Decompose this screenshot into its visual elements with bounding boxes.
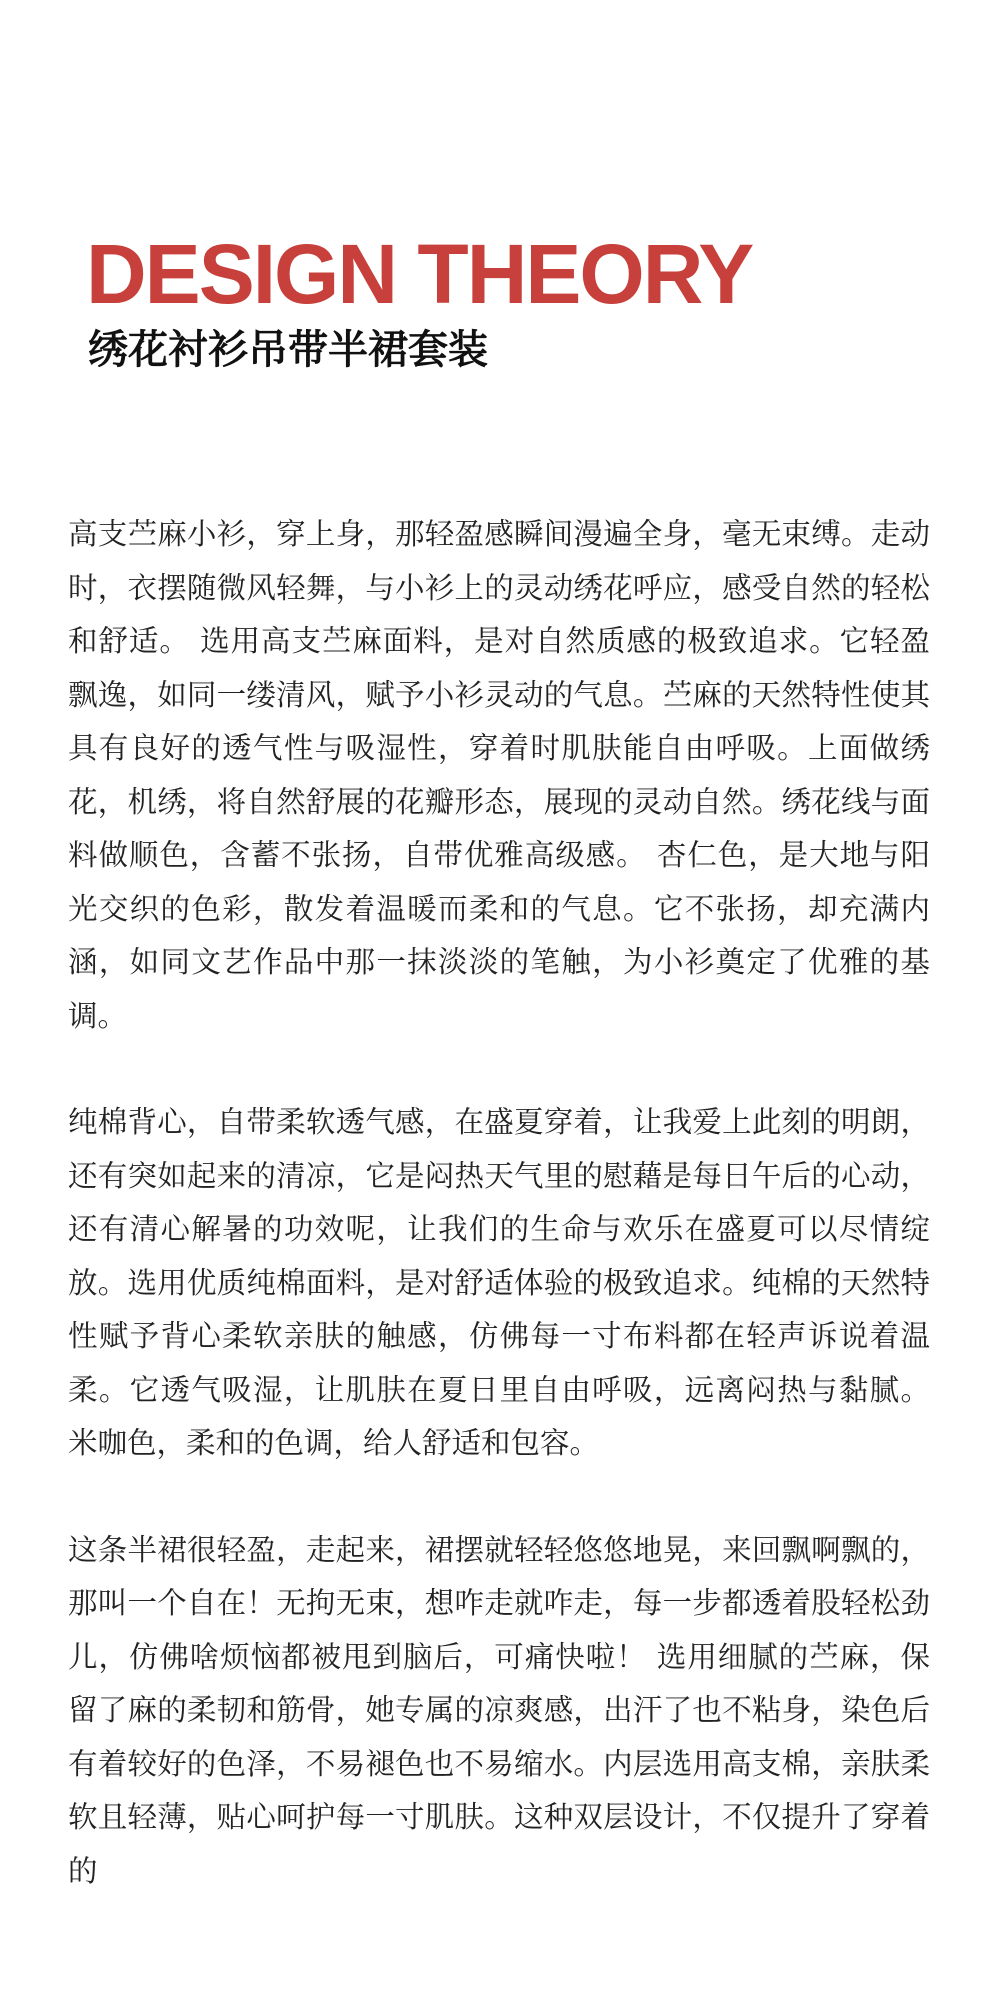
paragraph-top-linen-shirt: 高支苎麻小衫，穿上身，那轻盈感瞬间漫遍全身，毫无束缚。走动时，衣摆随微风轻舞，与小衫上的灵动绣花呼应，感受自然的轻松和舒适。 选用高支苎麻面料，是对自然质感的极致追求。它轻盈飘逸，如同一缕清风，赋予小衫灵动的气息。苎麻的天然特性使其具有良好的透气性与吸湿性，穿着时肌肤能自由呼吸。上面做绣花，机绣，将自然舒展的花瓣形态，展现的灵动自然。绣花线与面料做顺色，含蓄不张扬，自带优雅高级感。 杏仁色，是大地与阳光交织的色彩，散发着温暖而柔和的气息。它不张扬，却充满内涵，如同文艺作品中那一抹淡淡的笔触，为小衫奠定了优雅的基调。 bbox=[68, 517, 930, 1033]
description-body bbox=[68, 508, 930, 1898]
design-theory-title: DESIGN THEORY bbox=[86, 227, 753, 321]
paragraph-cotton-vest: 纯棉背心，自带柔软透气感，在盛夏穿着，让我爱上此刻的明朗，还有突如起来的清凉，它是闷热天气里的慰藉是每日午后的心动，还有清心解暑的功效呢，让我们的生命与欢乐在盛夏可以尽情绽放。选用优质纯棉面料，是对舒适体验的极致追求。纯棉的天然特性赋予背心柔软亲肤的触感，仿佛每一寸布料都在轻声诉说着温柔。它透气吸湿，让肌肤在夏日里自由呼吸，远离闷热与黏腻。 米咖色，柔和的色调，给人舒适和包容。 bbox=[68, 1105, 930, 1460]
header bbox=[86, 227, 753, 373]
product-title: 绣花衬衫吊带半裙套装 bbox=[88, 327, 488, 373]
paragraph-ramie-skirt: 这条半裙很轻盈，走起来，裙摆就轻轻悠悠地晃，来回飘啊飘的，那叫一个自在！无拘无束，想咋走就咋走，每一步都透着股轻松劲儿，仿佛啥烦恼都被甩到脑后，可痛快啦！ 选用细腻的苎麻，保留了麻的柔韧和筋骨，她专属的凉爽感，出汗了也不粘身，染色后有着较好的色泽，不易褪色也不易缩水。内层选用高支棉，亲肤柔软且轻薄，贴心呵护每一寸肌肤。这种双层设计，不仅提升了穿着的 bbox=[68, 1532, 930, 1888]
